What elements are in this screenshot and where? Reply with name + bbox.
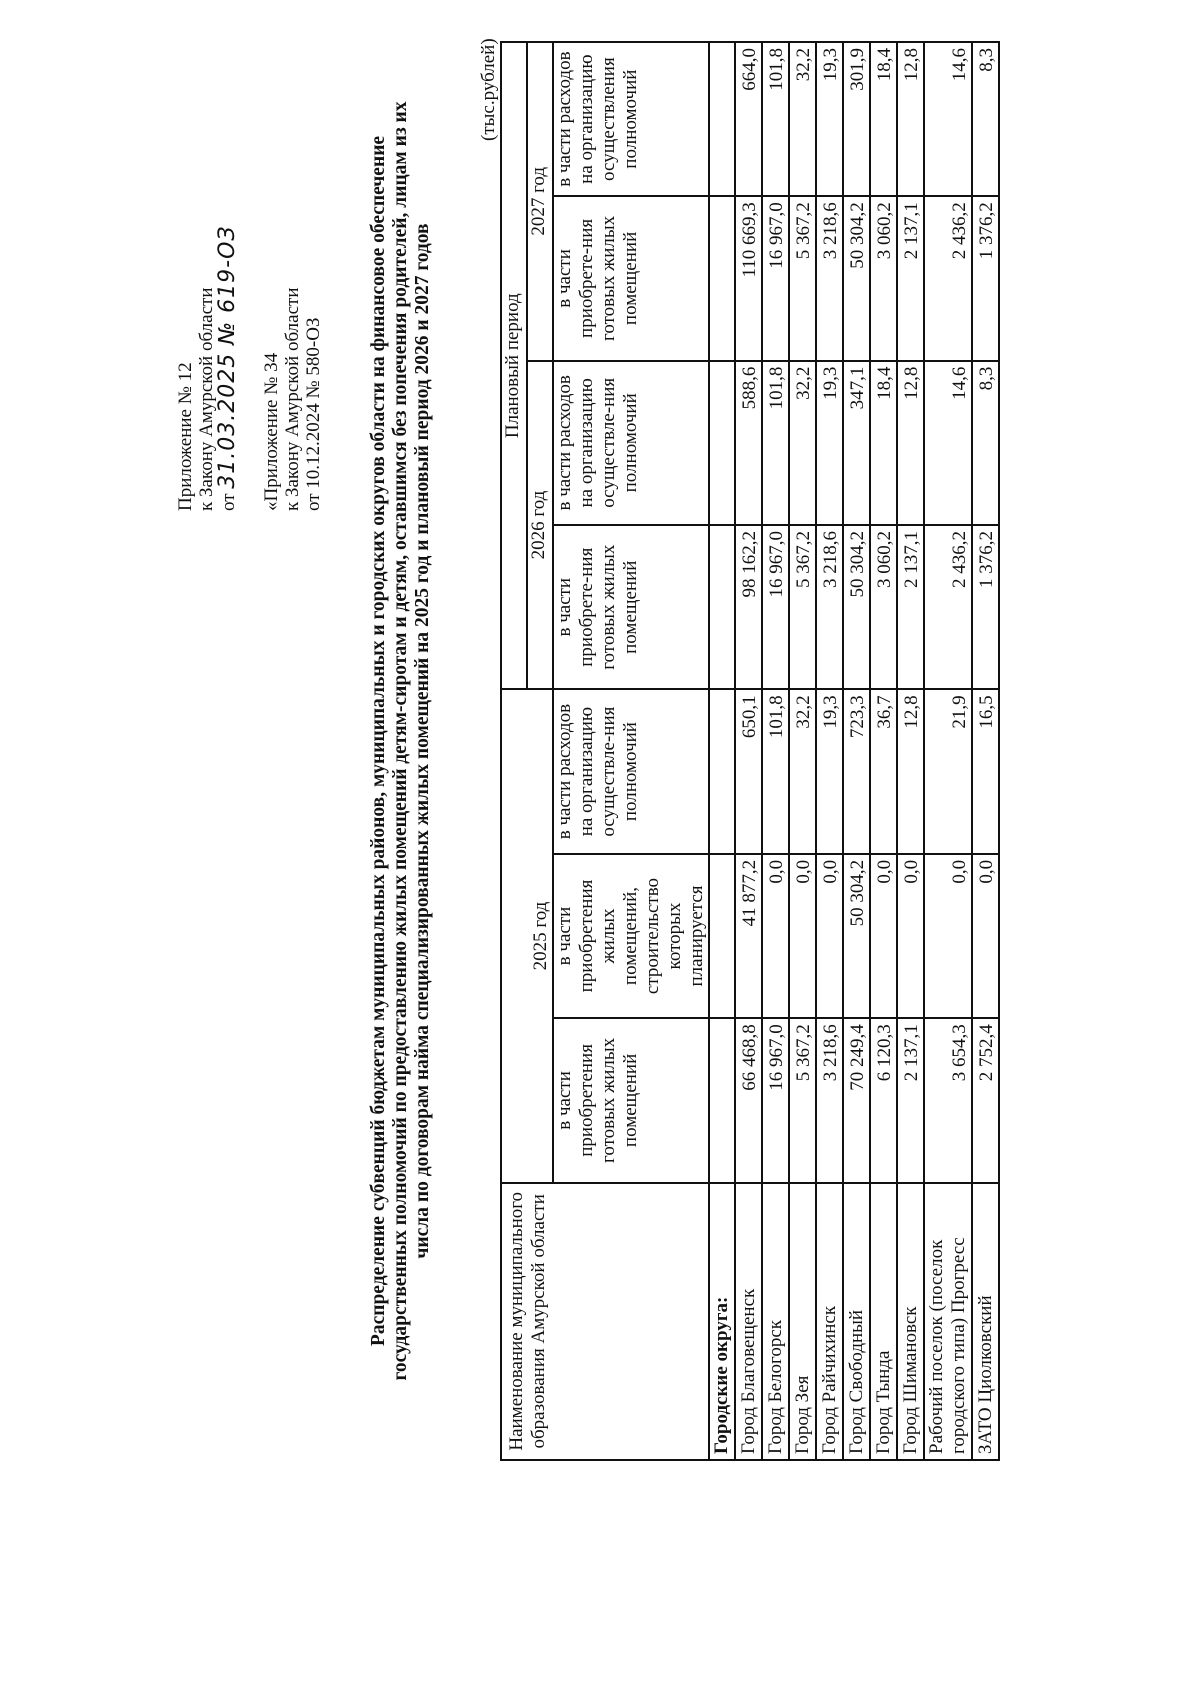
value-cell: 8,3 [972,42,999,196]
table-row [843,42,870,1460]
value-cell: 36,7 [870,689,897,853]
municipality-name: Город Благовещенск [735,1183,762,1460]
value-cell: 19,3 [816,361,843,525]
value-cell: 6 120,3 [870,1018,897,1182]
header-2027: 2027 год [527,42,553,361]
unit-label: (тыс.рублей) [478,38,499,141]
value-cell: 19,3 [816,689,843,853]
value-cell: 0,0 [870,854,897,1018]
appendix-line-4: «Приложение № 34 [261,352,282,511]
value-cell: 0,0 [762,854,789,1018]
value-cell: 18,4 [870,42,897,196]
appendix-line-1: Приложение № 12 [175,362,196,511]
header-col-1: в части приобретения готовых жилых помещений [553,1018,709,1182]
value-cell: 50 304,2 [843,196,870,360]
value-cell: 0,0 [816,854,843,1018]
value-cell: 50 304,2 [843,525,870,689]
appendix-line-2: к Закону Амурской области [196,287,217,511]
municipality-name: Город Зея [789,1183,816,1460]
value-cell: 14,6 [924,361,972,525]
value-cell: 723,3 [843,689,870,853]
table-row [870,42,897,1460]
value-cell: 2 436,2 [924,196,972,360]
appendix-line-3 [217,226,239,512]
value-cell: 18,4 [870,361,897,525]
value-cell: 32,2 [789,361,816,525]
value-cell: 19,3 [816,42,843,196]
value-cell: 12,8 [897,42,924,196]
value-cell: 2 137,1 [897,1018,924,1182]
value-cell: 32,2 [789,42,816,196]
value-cell: 101,8 [762,42,789,196]
value-cell: 14,6 [924,42,972,196]
value-cell: 1 376,2 [972,196,999,360]
value-cell: 70 249,4 [843,1018,870,1182]
value-cell: 12,8 [897,689,924,853]
value-cell: 301,9 [843,42,870,196]
value-cell: 16 967,0 [762,525,789,689]
value-cell: 16,5 [972,689,999,853]
table-row [924,42,972,1460]
header-2026: 2026 год [527,361,553,690]
table-row [762,42,789,1460]
value-cell: 2 137,1 [897,525,924,689]
value-cell: 16 967,0 [762,1018,789,1182]
table-row [789,42,816,1460]
value-cell: 650,1 [735,689,762,853]
header-col-5: в части расходов на организацию осуществле-ния полномочий [553,361,709,525]
table-row [897,42,924,1460]
header-name: Наименование муниципального образования Амурской области [501,1183,709,1460]
value-cell: 3 060,2 [870,525,897,689]
value-cell: 3 218,6 [816,1018,843,1182]
municipality-name: Город Шимановск [897,1183,924,1460]
value-cell: 50 304,2 [843,854,870,1018]
header-col-6: в части приобрете-ния готовых жилых помещений [553,196,709,360]
value-cell: 98 162,2 [735,525,762,689]
value-cell: 2 436,2 [924,525,972,689]
table-row [816,42,843,1460]
value-cell: 347,1 [843,361,870,525]
value-cell: 0,0 [897,854,924,1018]
value-cell: 12,8 [897,361,924,525]
municipality-name: Город Свободный [843,1183,870,1460]
value-cell: 5 367,2 [789,196,816,360]
value-cell: 0,0 [789,854,816,1018]
value-cell: 5 367,2 [789,1018,816,1182]
value-cell: 1 376,2 [972,525,999,689]
value-cell: 664,0 [735,42,762,196]
appendix-header [175,226,324,512]
value-cell: 16 967,0 [762,196,789,360]
value-cell: 0,0 [924,854,972,1018]
document-title: Распределение субвенций бюджетам муниципальных районов, муниципальных и городских округов области на финансовое обеспечение государственных полномочий по предоставлению жилых помещений детям-сиротам и детям, оставшимся без попечения родителей, лицам из их числа по договорам найма специализированных жилых помещений на 2025 год и плановый период 2026 и 2027 годов [368,101,433,1381]
value-cell: 101,8 [762,689,789,853]
value-cell: 588,6 [735,361,762,525]
municipality-name: Город Райчихинск [816,1183,843,1460]
value-cell: 101,8 [762,361,789,525]
municipality-name: ЗАТО Циолковский [972,1183,999,1460]
value-cell: 3 218,6 [816,525,843,689]
value-cell: 2 137,1 [897,196,924,360]
value-cell: 8,3 [972,361,999,525]
subvention-table [500,41,1000,1461]
handwritten-date-number: 31.03.2025 № 619-ОЗ [215,225,240,489]
municipality-name: Город Белогорск [762,1183,789,1460]
value-cell: 2 752,4 [972,1018,999,1182]
header-col-3: в части расходов на организацию осуществле-ния полномочий [553,689,709,853]
value-cell: 66 468,8 [735,1018,762,1182]
header-col-4: в части приобрете-ния готовых жилых помещений [553,525,709,689]
header-col-2: в части приобретения жилых помещений, строительство которых планируется [553,854,709,1018]
value-cell: 3 218,6 [816,196,843,360]
value-cell: 3 060,2 [870,196,897,360]
appendix-date-prefix: от [218,493,239,511]
appendix-line-6: от 10.12.2024 № 580-ОЗ [303,317,324,511]
appendix-line-5: к Закону Амурской области [282,287,303,511]
municipality-name: Рабочий поселок (поселок городского типа) Прогресс [924,1183,972,1460]
value-cell: 0,0 [972,854,999,1018]
municipality-name: Город Тында [870,1183,897,1460]
value-cell: 5 367,2 [789,525,816,689]
group-label: Городские округа: [709,1183,735,1460]
value-cell: 21,9 [924,689,972,853]
table-row [735,42,762,1460]
header-col-7: в части расходов на организацию осуществления полномочий [553,42,709,196]
value-cell: 3 654,3 [924,1018,972,1182]
value-cell: 32,2 [789,689,816,853]
header-2025: 2025 год [501,689,553,1182]
value-cell: 110 669,3 [735,196,762,360]
table-row [972,42,999,1460]
value-cell: 41 877,2 [735,854,762,1018]
header-planned-period: Плановый период [501,42,527,689]
